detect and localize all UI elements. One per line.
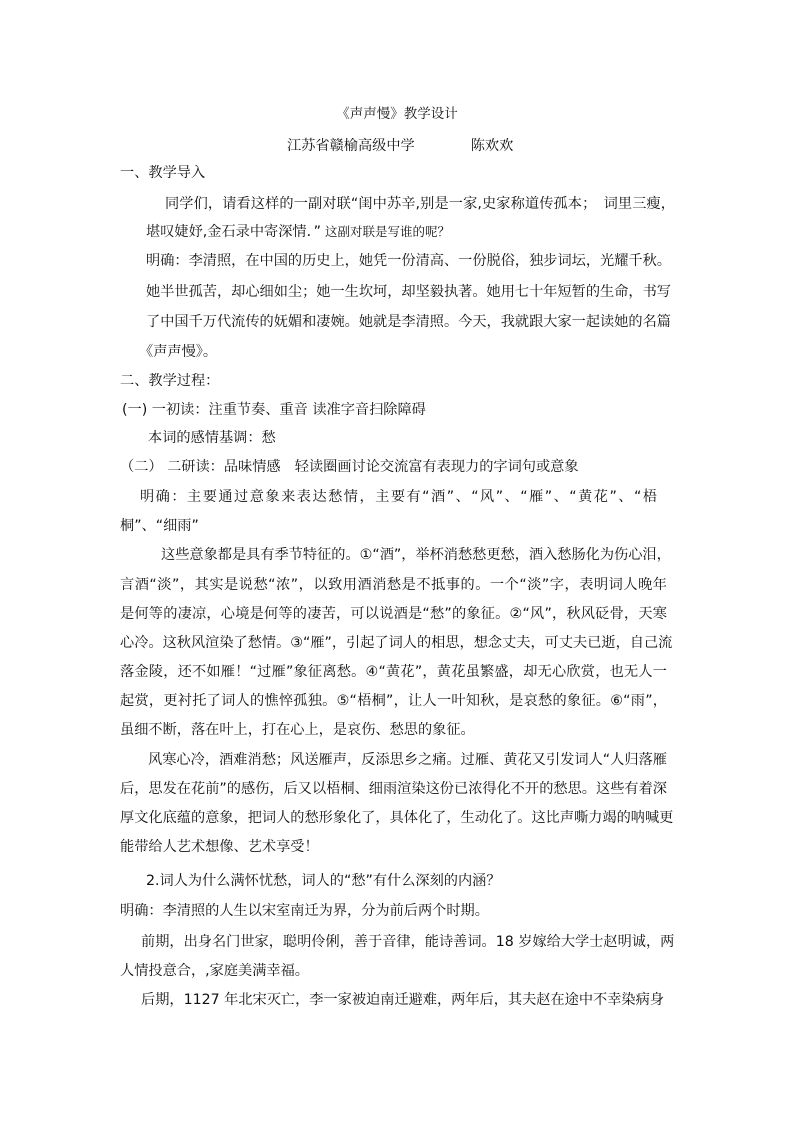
imagery-para-line: 起赏，更衬托了词人的憔悴孤独。⑤“梧桐”，让人一叶知秋，是哀愁的象征。⑥“雨”， bbox=[120, 693, 667, 709]
section-heading-2: 二、教学过程： bbox=[120, 373, 220, 389]
intro-line-1: 同学们，请看这样的一副对联“闺中苏辛,别是一家,史家称道传孤本； 词里三瘦， bbox=[165, 196, 675, 212]
imagery-para-line: 虽细不断，落在叶上，打在心上，是哀伤、愁思的象征。 bbox=[120, 722, 475, 738]
imagery-line-2: 桐”、“细雨” bbox=[120, 518, 199, 534]
answer-line: 明确：李清照的人生以宋室南迁为界，分为前后两个时期。 bbox=[120, 903, 489, 919]
author-name: 陈欢欢 bbox=[470, 138, 514, 154]
couplet-end: 堪叹婕妤,金石录中寄深情．” bbox=[146, 224, 322, 240]
imagery-para-line: 落金陵，还不如雁！“过雁”象征离愁。④“黄花”，黄花虽繁盛，却无心欣赏，也无人一 bbox=[120, 664, 667, 680]
late-life-line-1: 后期，1127 年北宋灭亡，李一家被迫南迁避难，两年后，其夫赵在途中不幸染病身 bbox=[141, 992, 664, 1008]
school-name: 江苏省赣榆高级中学 bbox=[287, 138, 415, 154]
imagery-para-line: 这些意象都是具有季节特征的。①“酒”，举杯消愁愁更愁，酒入愁肠化为伤心泪， bbox=[161, 547, 671, 563]
step-2: （二） 二研读：品味情感 轻读圈画讨论交流富有表现力的字词句或意象 bbox=[120, 459, 579, 475]
intro-line-5: 了中国千万代流传的妩媚和凄婉。她就是李清照。今天，我就跟大家一起读她的名篇 bbox=[146, 314, 671, 330]
intro-line-6: 《声声慢》。 bbox=[139, 344, 218, 360]
summary-para-line: 厚文化底蕴的意象，把词人的愁形象化了，具体化了，生动化了。这比声嘶力竭的呐喊更 bbox=[120, 810, 674, 826]
early-life-line-1: 前期，出身名门世家，聪明伶俐，善于音律，能诗善词。18 岁嫁给大学士赵明诚，两 bbox=[141, 934, 675, 950]
early-life-line-2: 人情投意合，,家庭美满幸福。 bbox=[120, 963, 309, 979]
step-1: (一) 一初读：注重节奏、重音 读准字音扫除障碍 bbox=[122, 402, 426, 418]
document-title: 《声声慢》教学设计 bbox=[336, 106, 458, 122]
imagery-line-1: 明确：主要通过意象来表达愁情，主要有“酒”、“风”、“雁”、“黄花”、“梧 bbox=[140, 489, 657, 505]
emotion-tone: 本词的感情基调：愁 bbox=[148, 430, 276, 446]
intro-question: 这副对联是写谁的呢？ bbox=[325, 224, 451, 239]
summary-para-line: 能带给人艺术想像、艺术享受！ bbox=[120, 839, 319, 855]
question-2: 2.词人为什么满怀忧愁，词人的“愁”有什么深刻的内涵？ bbox=[146, 873, 501, 889]
intro-line-3: 明确：李清照，在中国的历史上，她凭一份清高、一份脱俗，独步词坛，光耀千秋。 bbox=[146, 253, 671, 269]
author-line bbox=[287, 136, 513, 156]
imagery-para-line: 是何等的凄凉，心境是何等的凄苦，可以说酒是“愁”的象征。②“风”，秋风砭骨，天寒 bbox=[120, 606, 667, 622]
summary-para-line: 风寒心冷，酒难消愁；风送雁声，反添思乡之痛。过雁、黄花又引发词人“人归落雁 bbox=[148, 752, 667, 768]
imagery-para-line: 心冷。这秋风渲染了愁情。③“雁”，引起了词人的相思，想念丈夫，可丈夫已逝，自己流 bbox=[120, 635, 673, 651]
summary-para-line: 后，思发在花前”的感伤，后又以梧桐、细雨渲染这份已浓得化不开的愁思。这些有着深 bbox=[120, 781, 667, 797]
intro-line-4: 她半世孤苦，却心细如尘；她一生坎坷，却坚毅执著。她用七十年短暂的生命，书写 bbox=[146, 284, 671, 300]
section-heading-1: 一、教学导入 bbox=[120, 165, 206, 181]
intro-line-2 bbox=[146, 222, 450, 242]
imagery-para-line: 言酒“淡”，其实是说愁“浓”，以致用酒消愁是不抵事的。一个“淡”字，表明词人晚年 bbox=[120, 577, 667, 593]
